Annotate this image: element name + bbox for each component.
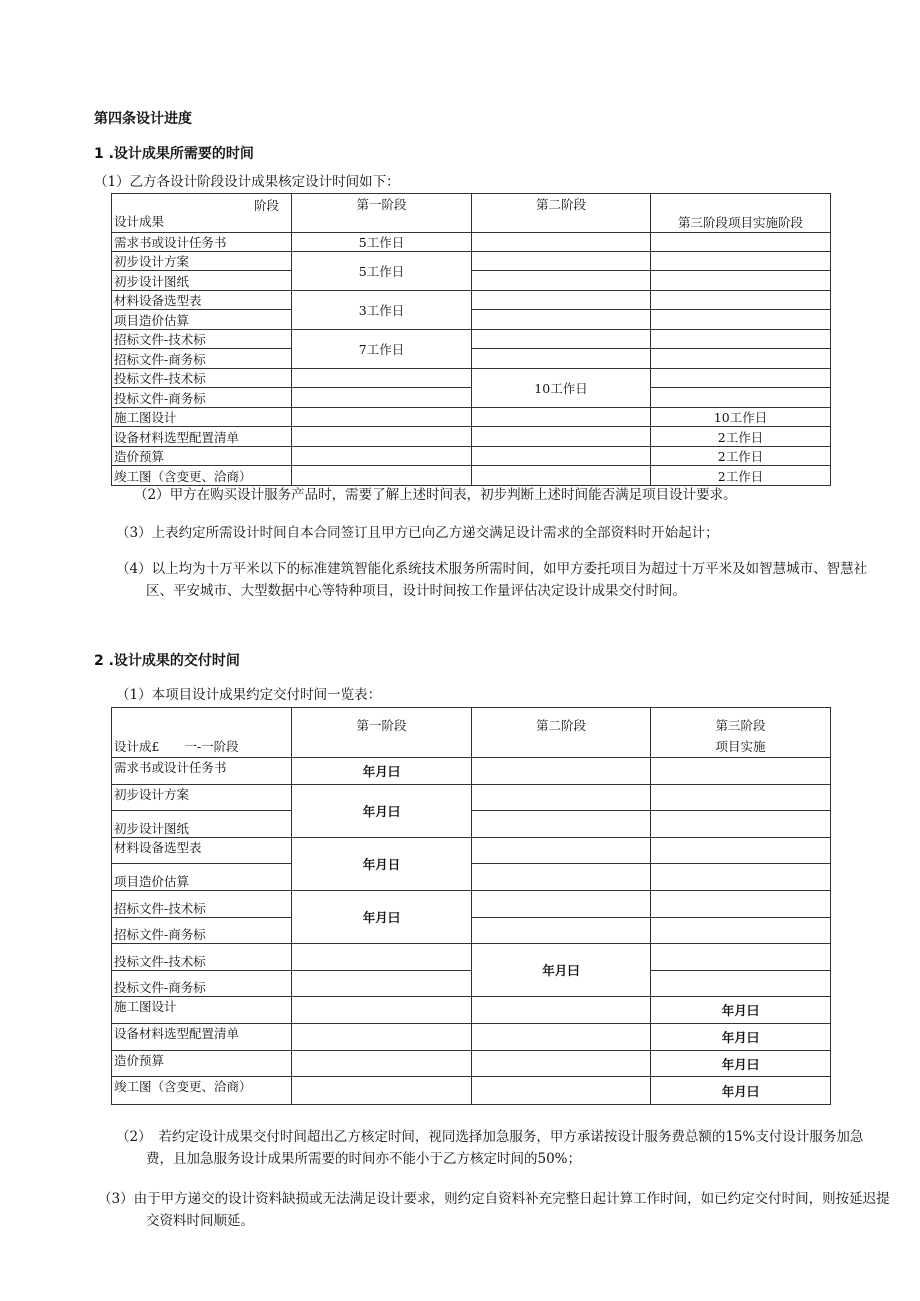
- table2-empty-cell: [472, 864, 651, 891]
- table1-empty-cell: [472, 233, 651, 252]
- table1-empty-cell: [292, 369, 472, 388]
- table1-empty-cell: [292, 388, 472, 408]
- table2-row-label: 材料设备选型表: [112, 838, 292, 864]
- table2-empty-cell: [472, 918, 651, 944]
- table2-row-label: 竣工图（含变更、洽商）: [112, 1077, 292, 1105]
- section1-heading: 1 .设计成果所需要的时间: [94, 146, 254, 162]
- table1-header-stage3: 第三阶段项目实施阶段: [651, 194, 831, 233]
- table1-row-label: 竣工图（含变更、洽商）: [112, 466, 292, 486]
- table1-stage1-value: 5工作日: [292, 233, 472, 252]
- table2-empty-cell: [651, 758, 831, 785]
- table2-row-label: 投标文件-技术标: [112, 944, 292, 971]
- article-title: 第四条设计进度: [94, 111, 192, 127]
- table1-empty-cell: [651, 388, 831, 408]
- table1-empty-cell: [472, 427, 651, 447]
- table2-stage3-value: 年月曰: [651, 1077, 831, 1105]
- table1-empty-cell: [472, 271, 651, 291]
- table1-stage2-value: 10工作日: [472, 369, 651, 408]
- section2-note-3: （3）由于甲方递交的设计资料缺损或无法满足设计要求，则约定自资料补充完整日起计算工作时间，如已约定交付时间，则按延迟提交资料时间顺延。: [98, 1191, 890, 1229]
- table1-empty-cell: [472, 408, 651, 427]
- table2-stage3-value: 年月曰: [651, 1024, 831, 1051]
- table1-empty-cell: [292, 447, 472, 466]
- table2-row-label: 投标文件-商务标: [112, 971, 292, 997]
- table2-empty-cell: [472, 838, 651, 864]
- table1-stage1-value: 7工作日: [292, 330, 472, 369]
- table2-empty-cell: [292, 1051, 472, 1077]
- table1-empty-cell: [651, 233, 831, 252]
- table1-empty-cell: [472, 349, 651, 369]
- table2-stage1-value: 年月曰: [292, 891, 472, 944]
- table2-empty-cell: [651, 785, 831, 811]
- table1-row-label: 设备材料选型配置清单: [112, 427, 292, 447]
- table2-stage1-value: 年月日: [292, 838, 472, 891]
- table2-stage2-value: 年月曰: [472, 944, 651, 997]
- table2-empty-cell: [472, 891, 651, 918]
- table2-empty-cell: [651, 971, 831, 997]
- table2-empty-cell: [292, 1077, 472, 1105]
- delivery-time-table: [111, 707, 831, 1105]
- section2-heading: 2 .设计成果的交付时间: [94, 653, 240, 669]
- section2-intro: （1）本项目设计成果约定交付时间一览表：: [116, 687, 382, 703]
- table1-stage3-value: 10工作日: [651, 408, 831, 427]
- table1-empty-cell: [292, 466, 472, 486]
- table2-empty-cell: [651, 944, 831, 971]
- table1-empty-cell: [472, 330, 651, 349]
- table2-row-label: 造价预算: [112, 1051, 292, 1077]
- table2-empty-cell: [292, 1024, 472, 1051]
- table2-corner-cell: 设计成£ 一-一阶段: [112, 708, 292, 758]
- table2-empty-cell: [651, 891, 831, 918]
- section1-note-3: （3）上表约定所需设计时间自本合同签订且甲方已向乙方递交满足设计需求的全部资料时开始起计；: [116, 525, 719, 541]
- table2-row-label: 需求书或设计任务书: [112, 758, 292, 785]
- table1-empty-cell: [472, 291, 651, 310]
- table2-header-stage3: [651, 708, 831, 758]
- table1-empty-cell: [292, 408, 472, 427]
- table1-header-stage1: 第一阶段: [292, 194, 472, 233]
- table2-row-label: 初步设计方案: [112, 785, 292, 811]
- table2-header-stage3-line2: 项目实施: [715, 739, 766, 754]
- table1-row-label: 项目造价估算: [112, 310, 292, 330]
- table1-empty-cell: [651, 369, 831, 388]
- table1-corner-stage-label: 阶段: [253, 198, 279, 213]
- table1-row-label: 招标文件-技术标: [112, 330, 292, 349]
- table1-empty-cell: [651, 310, 831, 330]
- table1-row-label: 投标文件-商务标: [112, 388, 292, 408]
- table1-header-stage2: 第二阶段: [472, 194, 651, 233]
- table1-empty-cell: [472, 447, 651, 466]
- section1-intro: （1）乙方各设计阶段设计成果核定设计时间如下：: [94, 174, 400, 190]
- table1-stage1-value: 3工作日: [292, 291, 472, 330]
- table2-empty-cell: [651, 838, 831, 864]
- table1-empty-cell: [472, 466, 651, 486]
- table1-row-label: 需求书或设计任务书: [112, 233, 292, 252]
- table1-stage3-value: 2工作日: [651, 447, 831, 466]
- table2-row-label: 初步设计图纸: [112, 811, 292, 838]
- table2-stage3-value: 年月曰: [651, 997, 831, 1024]
- table1-stage3-value: 2工作日: [651, 466, 831, 486]
- table1-empty-cell: [651, 330, 831, 349]
- table1-empty-cell: [651, 271, 831, 291]
- table2-empty-cell: [292, 944, 472, 971]
- table2-header-stage1: 第一阶段: [292, 708, 472, 758]
- table2-empty-cell: [292, 971, 472, 997]
- table2-row-label: 招标文件-技术标: [112, 891, 292, 918]
- section2-note-2: （2） 若约定设计成果交付时间超出乙方核定时间，视同选择加急服务，甲方承诺按设计服务费总额的15%支付设计服务加急费，且加急服务设计成果所需要的时间亦不能小于乙方核定时间的50%；: [116, 1129, 864, 1167]
- table2-empty-cell: [651, 864, 831, 891]
- table1-row-label: 施工图设计: [112, 408, 292, 427]
- table1-row-label: 造价预算: [112, 447, 292, 466]
- table1-empty-cell: [472, 310, 651, 330]
- table2-empty-cell: [651, 918, 831, 944]
- table1-row-label: 投标文件-技术标: [112, 369, 292, 388]
- table1-stage3-value: 2工作日: [651, 427, 831, 447]
- table1-corner-result-label: 设计成果: [114, 214, 165, 229]
- table2-empty-cell: [472, 1051, 651, 1077]
- table1-empty-cell: [472, 252, 651, 271]
- table2-stage1-value: 年月曰: [292, 785, 472, 838]
- table2-empty-cell: [472, 997, 651, 1024]
- table1-stage1-value: 5工作日: [292, 252, 472, 291]
- table1-empty-cell: [651, 349, 831, 369]
- table1-row-label: 初步设计方案: [112, 252, 292, 271]
- table2-row-label: 招标文件-商务标: [112, 918, 292, 944]
- table1-empty-cell: [292, 427, 472, 447]
- table1-row-label: 材料设备选型表: [112, 291, 292, 310]
- table2-row-label: 施工图设计: [112, 997, 292, 1024]
- design-time-table: [111, 193, 831, 486]
- table2-row-label: 设备材料选型配置清单: [112, 1024, 292, 1051]
- table2-header-stage2: 第二阶段: [472, 708, 651, 758]
- table2-empty-cell: [472, 758, 651, 785]
- table2-row-label: 项目造价估算: [112, 864, 292, 891]
- table2-empty-cell: [472, 1024, 651, 1051]
- table1-row-label: 初步设计图纸: [112, 271, 292, 291]
- table2-empty-cell: [651, 811, 831, 838]
- table1-corner-cell: [112, 194, 292, 233]
- table2-stage1-value: 年月曰: [292, 758, 472, 785]
- table2-header-stage3-line1: 第三阶段: [715, 718, 766, 733]
- table1-empty-cell: [651, 252, 831, 271]
- table1-empty-cell: [651, 291, 831, 310]
- table2-empty-cell: [472, 785, 651, 811]
- section1-note-4: （4）以上均为十万平米以下的标准建筑智能化系统技术服务所需时间，如甲方委托项目为超过十万平米及如智慧城市、智慧社区、平安城市、大型数据中心等特种项目，设计时间按工作量评估决定设计成果交付时间。: [116, 561, 868, 599]
- table1-row-label: 招标文件-商务标: [112, 349, 292, 369]
- table2-stage3-value: 年月曰: [651, 1051, 831, 1077]
- table2-empty-cell: [292, 997, 472, 1024]
- table2-empty-cell: [472, 811, 651, 838]
- section1-note-2: （2）甲方在购买设计服务产品时，需要了解上述时间表，初步判断上述时间能否满足项目设计要求。: [134, 487, 737, 503]
- table2-empty-cell: [472, 1077, 651, 1105]
